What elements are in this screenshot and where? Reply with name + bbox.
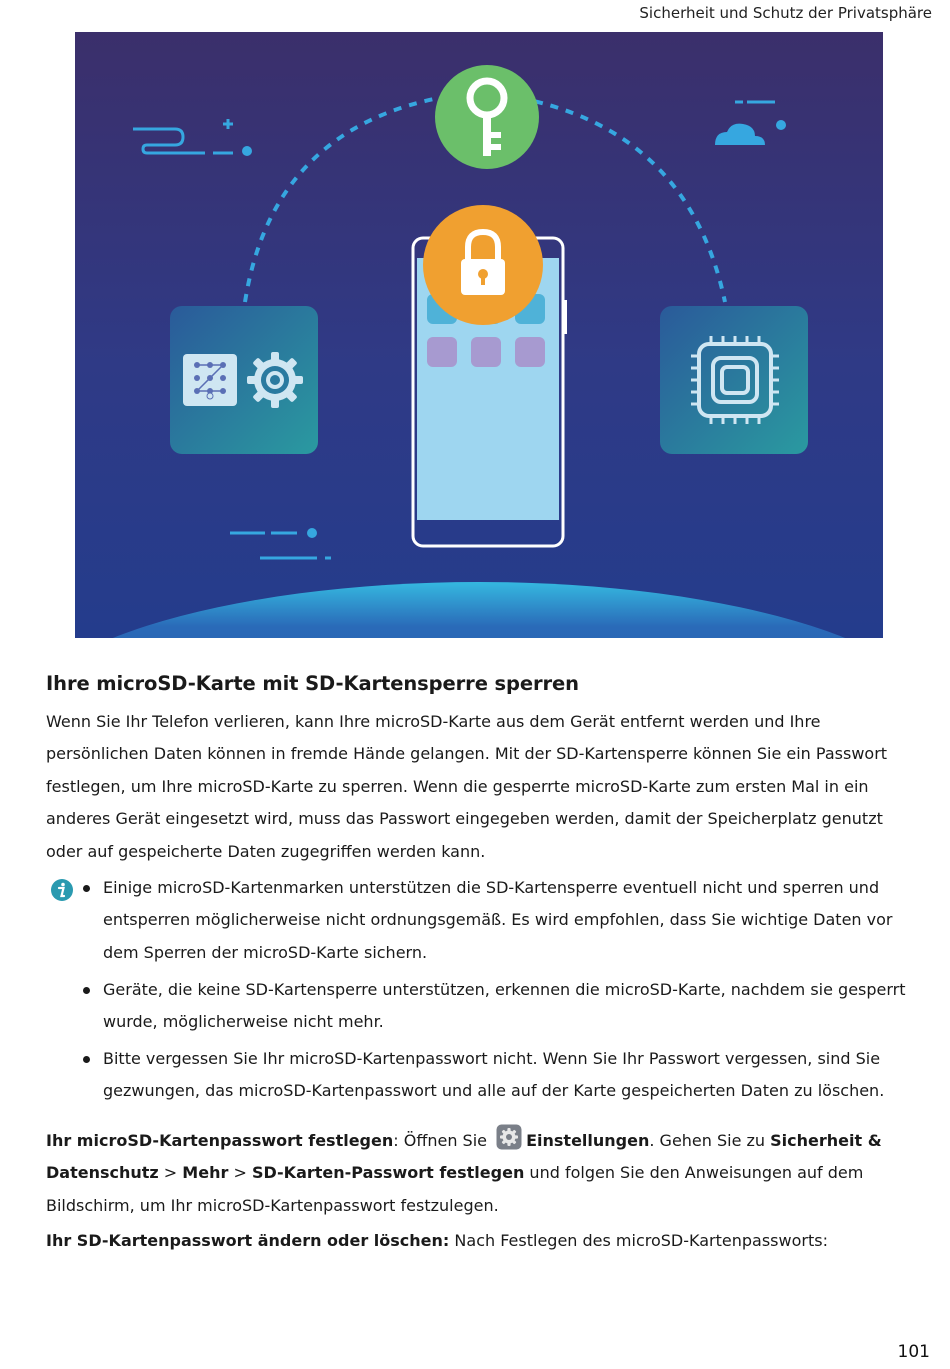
main-content (46, 668, 916, 1258)
intro-paragraph: Wenn Sie Ihr Telefon verlieren, kann Ihre microSD-Karte aus dem Gerät entfernt werden und Ihre persönlichen Daten können in fremde Hände gelangen. Mit der SD-Kartensperre können Sie ein Passwort festlegen, um Ihre microSD-Karte zu sperren. Wenn die gesperrte microSD-Karte zum ersten Mal in ein anderes Gerät eingesetzt wird, muss das Passwort eingegeben werden, damit der Speicherplatz genutzt oder auf gespeicherte Daten zugegriffen werden kann. (46, 712, 888, 861)
menu-path-more: Mehr (182, 1163, 229, 1183)
settings-app-icon (496, 1124, 522, 1150)
note-item-2: Geräte, die keine SD-Kartensperre unterstützen, erkennen die microSD-Karte, nachdem sie gesperrt wurde, möglicherweise nicht mehr. (103, 974, 916, 1039)
path-separator: > (158, 1163, 183, 1183)
page-number: 101 (897, 1342, 930, 1362)
text-open: : Öffnen Sie (393, 1130, 493, 1150)
section-title: Ihre microSD-Karte mit SD-Kartensperre sperren (46, 672, 579, 695)
settings-label: Einstellungen (526, 1130, 650, 1150)
text-instructions: und folgen Sie den Anweisungen auf dem Bildschirm, um Ihr microSD-Kartenpasswort festzulegen. (46, 1163, 864, 1215)
info-icon (50, 878, 74, 902)
section-header: Sicherheit und Schutz der Privatsphäre (639, 4, 932, 22)
set-password-paragraph (46, 1124, 916, 1222)
change-password-label: Ihr SD-Kartenpasswort ändern oder löschen: (46, 1231, 450, 1251)
gear-icon (247, 352, 303, 408)
note-list (46, 872, 916, 1108)
note-block (46, 872, 916, 1108)
note-item-1: Einige microSD-Kartenmarken unterstützen die SD-Kartensperre eventuell nicht und sperren und entsperren möglicherweise nicht ordnungsgemäß. Es wird empfohlen, dass Sie wichtige Daten vor dem Sperren der microSD-Karte sichern. (103, 872, 916, 969)
text-goto: . Gehen Sie zu (649, 1130, 771, 1150)
set-password-label: Ihr microSD-Kartenpasswort festlegen (46, 1130, 394, 1150)
menu-path-security: Sicherheit & Datenschutz (46, 1130, 882, 1183)
change-password-text: Nach Festlegen des microSD-Kartenpassworts: (449, 1231, 828, 1251)
security-illustration (75, 32, 883, 638)
menu-path-set-sd-password: SD-Karten-Passwort festlegen (251, 1163, 525, 1183)
path-separator: > (228, 1163, 252, 1183)
change-password-paragraph (46, 1225, 916, 1257)
note-item-3: Bitte vergessen Sie Ihr microSD-Kartenpasswort nicht. Wenn Sie Ihr Passwort vergessen, sind Sie gezwungen, das microSD-Kartenpasswort und alle auf der Karte gespeicherten Daten zu löschen. (103, 1043, 916, 1108)
key-icon (435, 65, 539, 169)
padlock-icon (423, 205, 543, 325)
pattern-lock-icon (183, 354, 237, 406)
